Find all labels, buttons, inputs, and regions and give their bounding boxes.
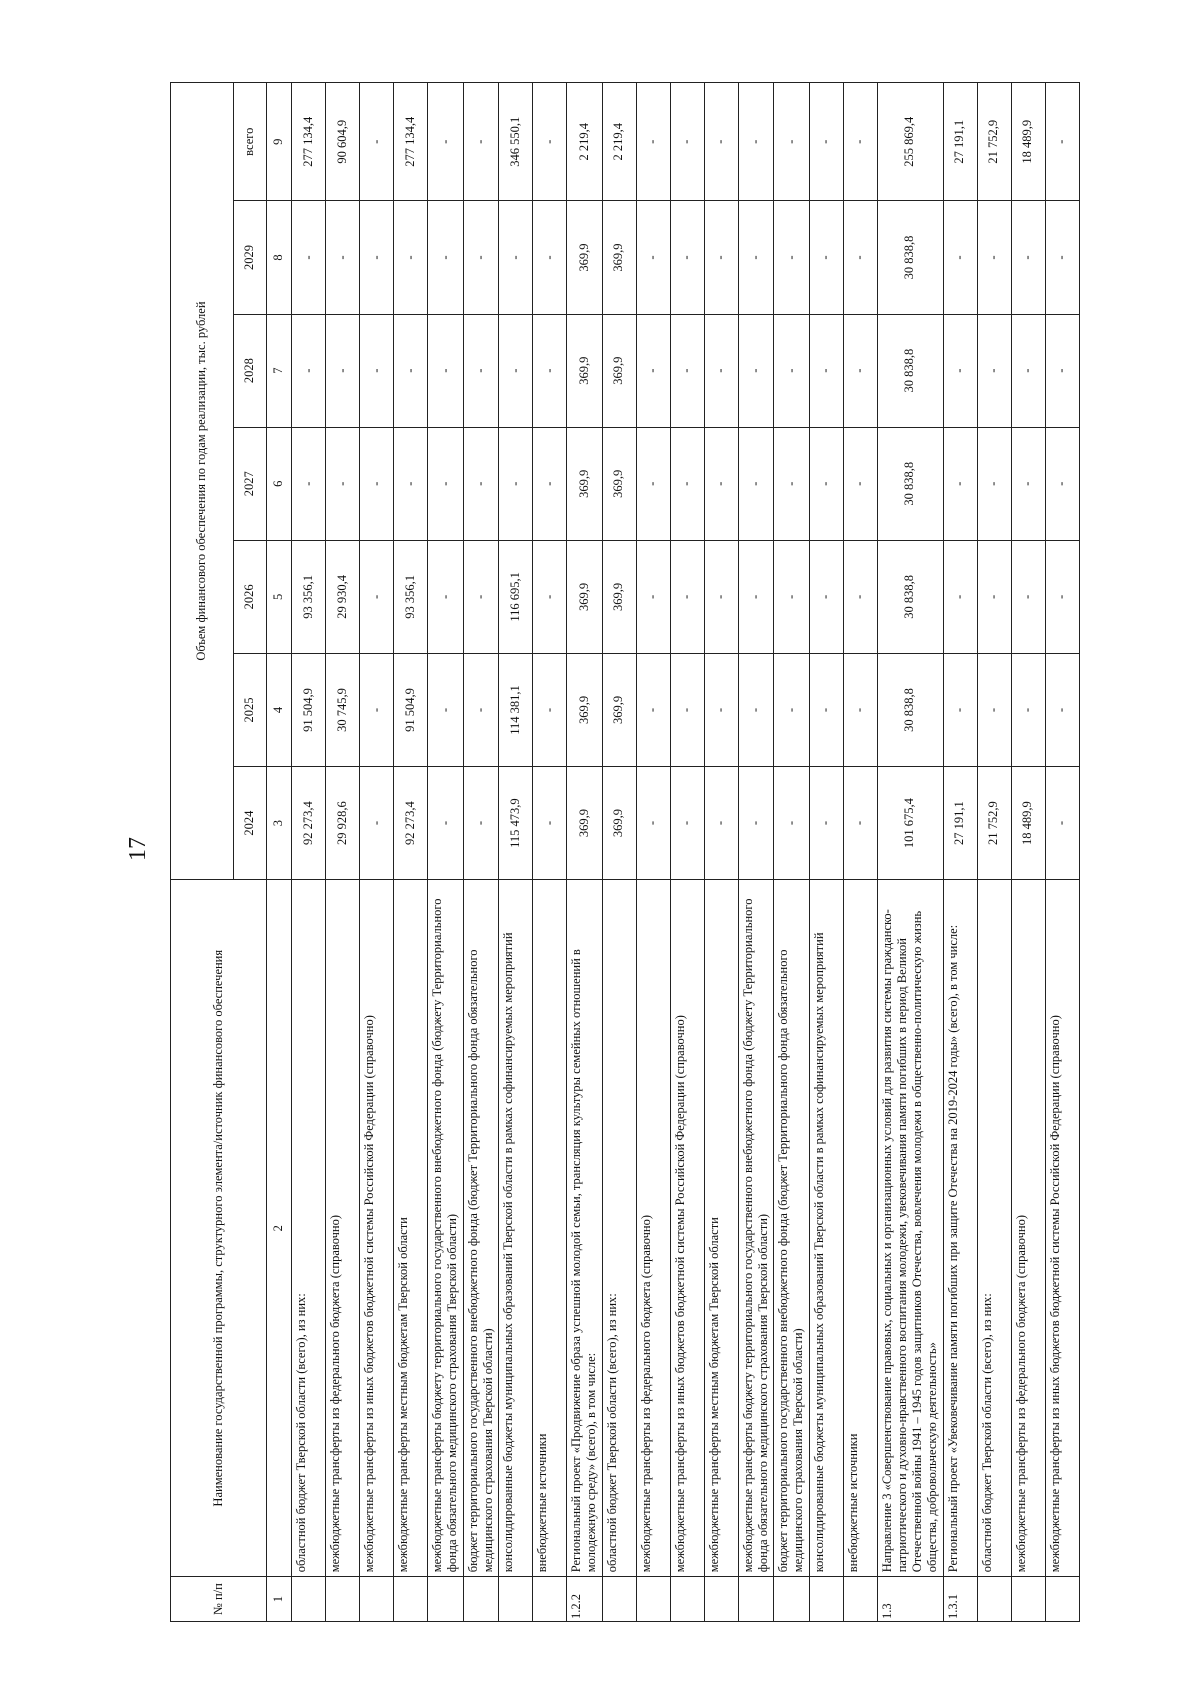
column-number: 2 bbox=[267, 880, 292, 1577]
row-year-value: - bbox=[774, 427, 810, 540]
header-year: 2027 bbox=[234, 427, 267, 540]
row-year-value: 369,9 bbox=[567, 653, 603, 766]
row-year-value: 369,9 bbox=[567, 201, 603, 314]
row-name: консолидированные бюджеты муниципальных образований Тверской области в рамках софинансируемых мероприятий bbox=[499, 880, 533, 1577]
row-year-value: - bbox=[428, 201, 464, 314]
table-row bbox=[292, 83, 326, 1622]
row-year-value: - bbox=[738, 427, 774, 540]
row-year-value: - bbox=[1045, 767, 1079, 880]
row-total-value: 277 134,4 bbox=[292, 83, 326, 201]
row-year-value: 27 191,1 bbox=[943, 767, 977, 880]
table-row bbox=[704, 83, 738, 1622]
row-name: межбюджетные трансферты из федерального бюджета (справочно) bbox=[326, 880, 360, 1577]
row-year-value: - bbox=[774, 314, 810, 427]
row-year-value: - bbox=[738, 540, 774, 653]
row-year-value: - bbox=[809, 427, 843, 540]
row-number bbox=[602, 1577, 636, 1622]
header-year: 2028 bbox=[234, 314, 267, 427]
row-name: межбюджетные трансферты из иных бюджетов бюджетной системы Российской Федерации (справочно) bbox=[1045, 880, 1079, 1577]
row-total-value: 18 489,9 bbox=[1011, 83, 1045, 201]
table-row bbox=[877, 83, 943, 1622]
row-name: областной бюджет Тверской области (всего), из них: bbox=[977, 880, 1011, 1577]
row-year-value: - bbox=[533, 540, 567, 653]
table-row bbox=[499, 83, 533, 1622]
row-year-value: - bbox=[428, 540, 464, 653]
row-number bbox=[428, 1577, 464, 1622]
row-year-value: - bbox=[977, 540, 1011, 653]
row-year-value: - bbox=[670, 540, 704, 653]
row-year-value: - bbox=[843, 314, 877, 427]
row-year-value: - bbox=[670, 427, 704, 540]
table-row bbox=[809, 83, 843, 1622]
row-year-value: 93 356,1 bbox=[292, 540, 326, 653]
row-number bbox=[360, 1577, 394, 1622]
row-year-value: - bbox=[1045, 427, 1079, 540]
row-year-value: - bbox=[533, 201, 567, 314]
row-year-value: - bbox=[428, 314, 464, 427]
row-year-value: 30 838,8 bbox=[877, 653, 943, 766]
row-name: межбюджетные трансферты из иных бюджетов бюджетной системы Российской Федерации (справочно) bbox=[360, 880, 394, 1577]
row-number: 1.2.2 bbox=[567, 1577, 603, 1622]
row-year-value: - bbox=[977, 427, 1011, 540]
row-year-value: - bbox=[326, 201, 360, 314]
row-year-value: - bbox=[360, 653, 394, 766]
row-year-value: 369,9 bbox=[602, 201, 636, 314]
row-year-value: - bbox=[636, 427, 670, 540]
row-total-value: 27 191,1 bbox=[943, 83, 977, 201]
row-number bbox=[394, 1577, 428, 1622]
table-body bbox=[292, 83, 1080, 1622]
row-total-value: - bbox=[774, 83, 810, 201]
column-number: 7 bbox=[267, 314, 292, 427]
column-number: 9 bbox=[267, 83, 292, 201]
column-number: 3 bbox=[267, 767, 292, 880]
row-year-value: - bbox=[809, 314, 843, 427]
table-row bbox=[1045, 83, 1079, 1622]
row-year-value: 369,9 bbox=[602, 314, 636, 427]
table-row bbox=[394, 83, 428, 1622]
header-year: 2026 bbox=[234, 540, 267, 653]
row-number bbox=[774, 1577, 810, 1622]
row-total-value: - bbox=[738, 83, 774, 201]
row-year-value: 30 838,8 bbox=[877, 201, 943, 314]
row-number bbox=[533, 1577, 567, 1622]
row-year-value: - bbox=[943, 201, 977, 314]
row-year-value: 369,9 bbox=[567, 767, 603, 880]
row-number bbox=[636, 1577, 670, 1622]
row-year-value: - bbox=[738, 767, 774, 880]
row-year-value: - bbox=[533, 427, 567, 540]
row-year-value: - bbox=[809, 767, 843, 880]
row-year-value: 91 504,9 bbox=[394, 653, 428, 766]
row-number bbox=[977, 1577, 1011, 1622]
row-name: межбюджетные трансферты бюджету территориального государственного внебюджетного фонда (бюджету Территориального фонда обязательного медицинского страхования Тверской области) bbox=[428, 880, 464, 1577]
table-header-row-1 bbox=[171, 83, 234, 1622]
row-year-value: 30 745,9 bbox=[326, 653, 360, 766]
row-year-value: - bbox=[463, 767, 499, 880]
row-name: межбюджетные трансферты местным бюджетам Тверской области bbox=[704, 880, 738, 1577]
table-row bbox=[326, 83, 360, 1622]
row-year-value: 369,9 bbox=[602, 540, 636, 653]
row-year-value: - bbox=[463, 653, 499, 766]
row-year-value: - bbox=[977, 653, 1011, 766]
table-row bbox=[774, 83, 810, 1622]
row-total-value: 2 219,4 bbox=[602, 83, 636, 201]
row-year-value: - bbox=[463, 201, 499, 314]
table-row bbox=[1011, 83, 1045, 1622]
row-year-value: - bbox=[1045, 653, 1079, 766]
row-year-value: - bbox=[1011, 540, 1045, 653]
row-number bbox=[463, 1577, 499, 1622]
row-name: областной бюджет Тверской области (всего), из них: bbox=[602, 880, 636, 1577]
row-total-value: - bbox=[636, 83, 670, 201]
row-name: межбюджетные трансферты из федерального бюджета (справочно) bbox=[1011, 880, 1045, 1577]
row-total-value: 277 134,4 bbox=[394, 83, 428, 201]
row-year-value: 30 838,8 bbox=[877, 427, 943, 540]
header-name: Наименование государственной программы, структурного элемента/источник финансового обеспечения bbox=[171, 880, 267, 1577]
row-name: Региональный проект «Увековечивание памяти погибших при защите Отечества на 2019-2024 годы» (всего), в том числе: bbox=[943, 880, 977, 1577]
row-year-value: - bbox=[843, 540, 877, 653]
row-year-value: - bbox=[774, 767, 810, 880]
row-year-value: 30 838,8 bbox=[877, 540, 943, 653]
header-num: № п/п bbox=[171, 1577, 267, 1622]
row-total-value: 21 752,9 bbox=[977, 83, 1011, 201]
row-name: внебюджетные источники bbox=[843, 880, 877, 1577]
row-year-value: - bbox=[428, 653, 464, 766]
row-year-value: - bbox=[704, 540, 738, 653]
row-year-value: - bbox=[533, 314, 567, 427]
row-year-value: - bbox=[463, 427, 499, 540]
row-name: бюджет территориального государственного внебюджетного фонда (бюджет Территориального фонда обязательного медицинского страхования Тверской области) bbox=[463, 880, 499, 1577]
row-year-value: - bbox=[774, 201, 810, 314]
row-year-value: - bbox=[1011, 201, 1045, 314]
column-number: 8 bbox=[267, 201, 292, 314]
row-number: 1.3.1 bbox=[943, 1577, 977, 1622]
row-total-value: 2 219,4 bbox=[567, 83, 603, 201]
row-year-value: - bbox=[499, 427, 533, 540]
row-year-value: 369,9 bbox=[567, 540, 603, 653]
row-year-value: - bbox=[943, 540, 977, 653]
row-number: 1.3 bbox=[877, 1577, 943, 1622]
row-year-value: - bbox=[636, 201, 670, 314]
page-number: 17 bbox=[125, 837, 151, 861]
row-year-value: - bbox=[360, 767, 394, 880]
header-funding-group: Объем финансового обеспечения по годам реализации, тыс. рублей bbox=[171, 83, 234, 880]
row-total-value: - bbox=[463, 83, 499, 201]
row-total-value: - bbox=[843, 83, 877, 201]
row-year-value: 369,9 bbox=[602, 767, 636, 880]
row-year-value: - bbox=[843, 201, 877, 314]
row-year-value: - bbox=[463, 540, 499, 653]
row-year-value: - bbox=[1045, 201, 1079, 314]
row-year-value: 369,9 bbox=[567, 427, 603, 540]
row-year-value: - bbox=[943, 314, 977, 427]
row-year-value: - bbox=[292, 427, 326, 540]
header-year: 2025 bbox=[234, 653, 267, 766]
row-year-value: - bbox=[1045, 314, 1079, 427]
row-number bbox=[738, 1577, 774, 1622]
row-year-value: - bbox=[394, 201, 428, 314]
row-year-value: - bbox=[704, 201, 738, 314]
row-year-value: - bbox=[428, 427, 464, 540]
row-year-value: - bbox=[943, 427, 977, 540]
row-total-value: - bbox=[704, 83, 738, 201]
row-name: Региональный проект «Продвижение образа успешной молодой семьи, трансляция культуры семейных отношений в молодежную среду» (всего), в том числе: bbox=[567, 880, 603, 1577]
row-year-value: 18 489,9 bbox=[1011, 767, 1045, 880]
row-year-value: - bbox=[977, 314, 1011, 427]
row-total-value: - bbox=[428, 83, 464, 201]
row-year-value: - bbox=[499, 314, 533, 427]
table-row bbox=[670, 83, 704, 1622]
row-number bbox=[809, 1577, 843, 1622]
row-year-value: - bbox=[670, 653, 704, 766]
table-row bbox=[602, 83, 636, 1622]
row-name: областной бюджет Тверской области (всего), из них: bbox=[292, 880, 326, 1577]
row-number bbox=[292, 1577, 326, 1622]
row-total-value: - bbox=[1045, 83, 1079, 201]
column-number: 4 bbox=[267, 653, 292, 766]
row-year-value: - bbox=[360, 201, 394, 314]
row-year-value: 114 381,1 bbox=[499, 653, 533, 766]
row-year-value: - bbox=[670, 767, 704, 880]
row-year-value: 369,9 bbox=[567, 314, 603, 427]
header-total: всего bbox=[234, 83, 267, 201]
row-number bbox=[326, 1577, 360, 1622]
row-year-value: - bbox=[943, 653, 977, 766]
row-year-value: - bbox=[499, 201, 533, 314]
row-year-value: - bbox=[843, 767, 877, 880]
row-year-value: - bbox=[977, 201, 1011, 314]
row-total-value: - bbox=[809, 83, 843, 201]
row-year-value: - bbox=[360, 427, 394, 540]
row-year-value: 115 473,9 bbox=[499, 767, 533, 880]
row-total-value: - bbox=[533, 83, 567, 201]
header-year: 2029 bbox=[234, 201, 267, 314]
row-name: бюджет территориального государственного внебюджетного фонда (бюджет Территориального фонда обязательного медицинского страхования Тверской области) bbox=[774, 880, 810, 1577]
row-year-value: - bbox=[326, 314, 360, 427]
row-year-value: 91 504,9 bbox=[292, 653, 326, 766]
row-year-value: - bbox=[1011, 653, 1045, 766]
table-row bbox=[843, 83, 877, 1622]
financing-table bbox=[170, 82, 1080, 1622]
row-name: межбюджетные трансферты бюджету территориального государственного внебюджетного фонда (бюджету Территориального фонда обязательного медицинского страхования Тверской области) bbox=[738, 880, 774, 1577]
row-year-value: - bbox=[809, 201, 843, 314]
table-row bbox=[738, 83, 774, 1622]
table-row bbox=[636, 83, 670, 1622]
row-year-value: - bbox=[809, 653, 843, 766]
table-row bbox=[463, 83, 499, 1622]
row-year-value: - bbox=[636, 540, 670, 653]
row-year-value: - bbox=[636, 653, 670, 766]
column-number: 1 bbox=[267, 1577, 292, 1622]
row-year-value: - bbox=[704, 314, 738, 427]
row-year-value: - bbox=[809, 540, 843, 653]
row-name: межбюджетные трансферты из иных бюджетов бюджетной системы Российской Федерации (справочно) bbox=[670, 880, 704, 1577]
row-total-value: 346 550,1 bbox=[499, 83, 533, 201]
row-year-value: - bbox=[360, 540, 394, 653]
row-year-value: - bbox=[738, 201, 774, 314]
table-column-numbers-row bbox=[267, 83, 292, 1622]
table-row bbox=[360, 83, 394, 1622]
row-year-value: - bbox=[394, 427, 428, 540]
row-year-value: - bbox=[428, 767, 464, 880]
row-year-value: - bbox=[394, 314, 428, 427]
row-total-value: 90 604,9 bbox=[326, 83, 360, 201]
column-number: 5 bbox=[267, 540, 292, 653]
row-number bbox=[843, 1577, 877, 1622]
column-number: 6 bbox=[267, 427, 292, 540]
row-year-value: - bbox=[463, 314, 499, 427]
row-number bbox=[670, 1577, 704, 1622]
row-year-value: 101 675,4 bbox=[877, 767, 943, 880]
header-year: 2024 bbox=[234, 767, 267, 880]
row-year-value: - bbox=[292, 201, 326, 314]
row-year-value: - bbox=[738, 314, 774, 427]
row-year-value: - bbox=[1011, 314, 1045, 427]
row-name: консолидированные бюджеты муниципальных образований Тверской области в рамках софинансируемых мероприятий bbox=[809, 880, 843, 1577]
row-year-value: 21 752,9 bbox=[977, 767, 1011, 880]
row-year-value: 369,9 bbox=[602, 653, 636, 766]
row-year-value: - bbox=[774, 653, 810, 766]
table-row bbox=[533, 83, 567, 1622]
row-year-value: - bbox=[636, 314, 670, 427]
row-year-value: - bbox=[843, 427, 877, 540]
row-name: внебюджетные источники bbox=[533, 880, 567, 1577]
row-number bbox=[1011, 1577, 1045, 1622]
row-total-value: - bbox=[670, 83, 704, 201]
row-year-value: 116 695,1 bbox=[499, 540, 533, 653]
row-year-value: - bbox=[533, 767, 567, 880]
row-year-value: 92 273,4 bbox=[394, 767, 428, 880]
rotated-table-container bbox=[170, 82, 1069, 1622]
row-year-value: - bbox=[326, 427, 360, 540]
row-year-value: 93 356,1 bbox=[394, 540, 428, 653]
row-year-value: - bbox=[292, 314, 326, 427]
row-total-value: 255 869,4 bbox=[877, 83, 943, 201]
table-row bbox=[977, 83, 1011, 1622]
row-number bbox=[704, 1577, 738, 1622]
row-year-value: - bbox=[636, 767, 670, 880]
table-row bbox=[567, 83, 603, 1622]
row-year-value: - bbox=[738, 653, 774, 766]
row-name: Направление 3 «Совершенствование правовых, социальных и организационных условий для развития системы гражданско-патриотического и духовно-нравственного воспитания молодежи, увековечивания памяти погибших в период Великой Отечественной войны 1941 – 1945 годов защитников Отечества, вовлечения молодежи в общественно-политическую жизнь общества, добровольческую деятельность» bbox=[877, 880, 943, 1577]
row-total-value: - bbox=[360, 83, 394, 201]
row-year-value: - bbox=[774, 540, 810, 653]
row-year-value: 29 928,6 bbox=[326, 767, 360, 880]
row-year-value: - bbox=[360, 314, 394, 427]
row-year-value: - bbox=[704, 653, 738, 766]
row-year-value: - bbox=[704, 767, 738, 880]
row-year-value: 92 273,4 bbox=[292, 767, 326, 880]
row-name: межбюджетные трансферты местным бюджетам Тверской области bbox=[394, 880, 428, 1577]
table-row bbox=[943, 83, 977, 1622]
table-row bbox=[428, 83, 464, 1622]
row-year-value: - bbox=[670, 314, 704, 427]
row-year-value: - bbox=[533, 653, 567, 766]
row-year-value: 369,9 bbox=[602, 427, 636, 540]
row-year-value: - bbox=[670, 201, 704, 314]
row-name: межбюджетные трансферты из федерального бюджета (справочно) bbox=[636, 880, 670, 1577]
row-year-value: - bbox=[704, 427, 738, 540]
row-number bbox=[499, 1577, 533, 1622]
row-year-value: - bbox=[1011, 427, 1045, 540]
row-year-value: - bbox=[843, 653, 877, 766]
row-year-value: 30 838,8 bbox=[877, 314, 943, 427]
row-year-value: 29 930,4 bbox=[326, 540, 360, 653]
row-number bbox=[1045, 1577, 1079, 1622]
row-year-value: - bbox=[1045, 540, 1079, 653]
